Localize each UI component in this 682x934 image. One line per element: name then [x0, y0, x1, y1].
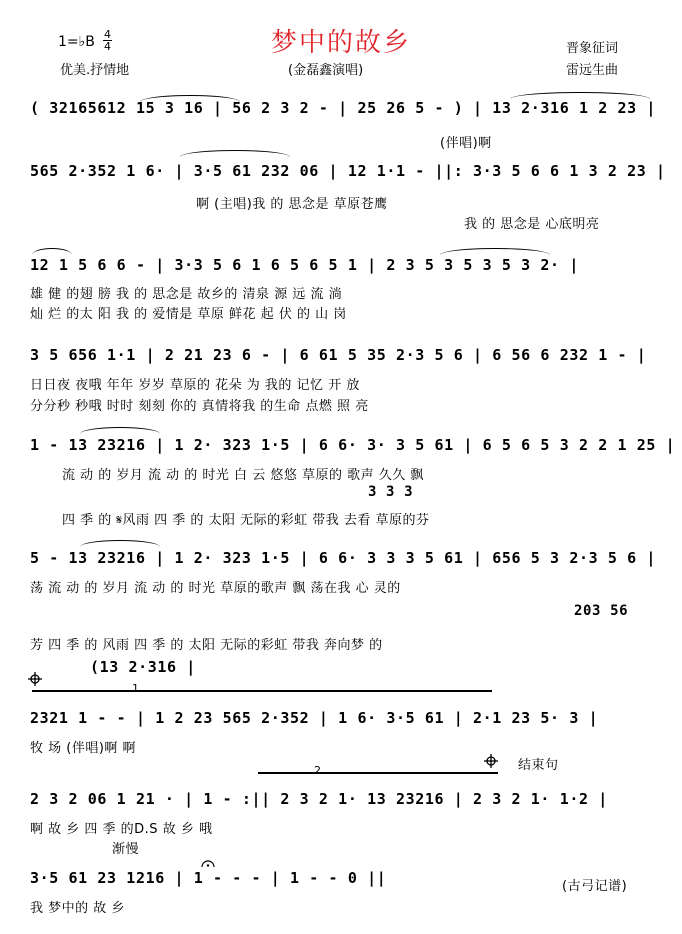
score-line-1: ( 32165612 15 3 16 | 56 2 3 2 - | 25 26 5 - ) | 13 2·316 1 2 23 |: [30, 99, 656, 117]
slur-mark: [80, 540, 160, 547]
lyric-line-5a: 流 动 的 岁月 流 动 的 时光 白 云 悠悠 草原的 歌声 久久 飘: [62, 468, 424, 483]
lyric-line-6b: 芳 四 季 的 风雨 四 季 的 太阳 无际的彩虹 带我 奔向梦 的: [30, 638, 383, 653]
volta-2-label: 2: [314, 764, 321, 777]
score-line-7: 2321 1 - - | 1 2 23 565 2·352 | 1 6· 3·5 61 | 2·1 23 5· 3 |: [30, 709, 599, 727]
slur-mark: [180, 150, 290, 157]
key-signature: 1=♭B: [58, 34, 95, 50]
triplet-notes: 3 3 3: [368, 484, 414, 500]
lyric-line-2b: 我 的 思念是 心底明亮: [464, 217, 600, 232]
volta-1-label: 1: [132, 682, 139, 695]
alt-notes: 203 56: [574, 603, 629, 619]
composer-credit: 雷远生曲: [566, 63, 619, 78]
singer-credit: (金磊鑫演唱): [288, 63, 364, 78]
slur-mark: [80, 427, 160, 434]
lyricist-credit: 晋象征词: [566, 41, 619, 56]
score-line-2: 565 2·352 1 6· | 3·5 61 232 06 | 12 1·1 - ||: 3·3 5 6 6 1 3 2 23 |: [30, 162, 666, 180]
fermata-icon: [200, 858, 216, 868]
score-line-8: 2 3 2 06 1 21 · | 1 - :|| 2 3 2 1· 13 23216 | 2 3 2 1· 1·2 |: [30, 790, 608, 808]
time-signature-numerator: 4: [104, 28, 111, 41]
score-line-4: 3 5 656 1·1 | 2 21 23 6 - | 6 61 5 35 2·3 5 6 | 6 56 6 232 1 - |: [30, 346, 647, 364]
volta-2-bracket: [258, 772, 498, 774]
lyric-line-4a: 日日夜 夜哦 年年 岁岁 草原的 花朵 为 我的 记忆 开 放: [30, 378, 360, 393]
lyric-line-9: 我 梦中的 故 乡: [30, 901, 125, 916]
ending-section-label: 结束句: [518, 758, 559, 773]
score-line-6: 5 - 13 23216 | 1 2· 323 1·5 | 6 6· 3 3 3 5 61 | 656 5 3 2·3 5 6 |: [30, 549, 656, 567]
score-line-9: 3·5 61 23 1216 | 1 - - - | 1 - - 0 ||: [30, 869, 387, 887]
score-line-3: 12 1 5 6 6 - | 3·3 5 6 1 6 5 6 5 1 | 2 3 5 3 5 3 5 3 2· |: [30, 256, 579, 274]
lyric-line-7: 牧 场 (伴唱)啊 啊: [30, 741, 137, 756]
lyric-line-4b: 分分秒 秒哦 时时 刻刻 你的 真情将我 的生命 点燃 照 亮: [30, 399, 369, 414]
lyric-line-3b: 灿 烂 的太 阳 我 的 爱情是 草原 鲜花 起 伏 的 山 岗: [30, 307, 347, 322]
coda-icon: [28, 672, 42, 686]
lyric-line-5b: 四 季 的 𝄋风雨 四 季 的 太阳 无际的彩虹 带我 去看 草原的芬: [62, 513, 430, 528]
slur-mark: [510, 92, 650, 99]
volta-1-bracket: [32, 690, 492, 692]
slur-mark: [32, 248, 72, 255]
score-line-5: 1 - 13 23216 | 1 2· 323 1·5 | 6 6· 3· 3 5 61 | 6 5 6 5 3 2 2 1 25 |: [30, 436, 676, 454]
lyric-line-3a: 雄 健 的翅 膀 我 的 思念是 故乡的 清泉 源 远 流 淌: [30, 287, 343, 302]
lyric-line-1: (伴唱)啊: [440, 136, 492, 151]
transcriber-credit: (古弓记谱): [562, 879, 628, 894]
lyric-line-6a: 荡 流 动 的 岁月 流 动 的 时光 草原的歌声 飘 荡在我 心 灵的: [30, 581, 401, 596]
lyric-line-8: 啊 故 乡 四 季 的D.S 故 乡 哦: [30, 822, 213, 837]
lyric-line-2a: 啊 (主唱)我 的 思念是 草原苍鹰: [196, 197, 388, 212]
time-signature: [103, 29, 112, 52]
mood-marking: 优美.抒情地: [60, 63, 130, 78]
slur-mark: [440, 248, 550, 255]
coda-icon: [484, 754, 498, 768]
time-signature-denominator: 4: [104, 40, 111, 53]
tempo-marking: 渐慢: [112, 842, 140, 857]
score-line-7-intro: (13 2·316 |: [90, 658, 196, 676]
song-title: 梦中的故乡: [270, 28, 411, 58]
